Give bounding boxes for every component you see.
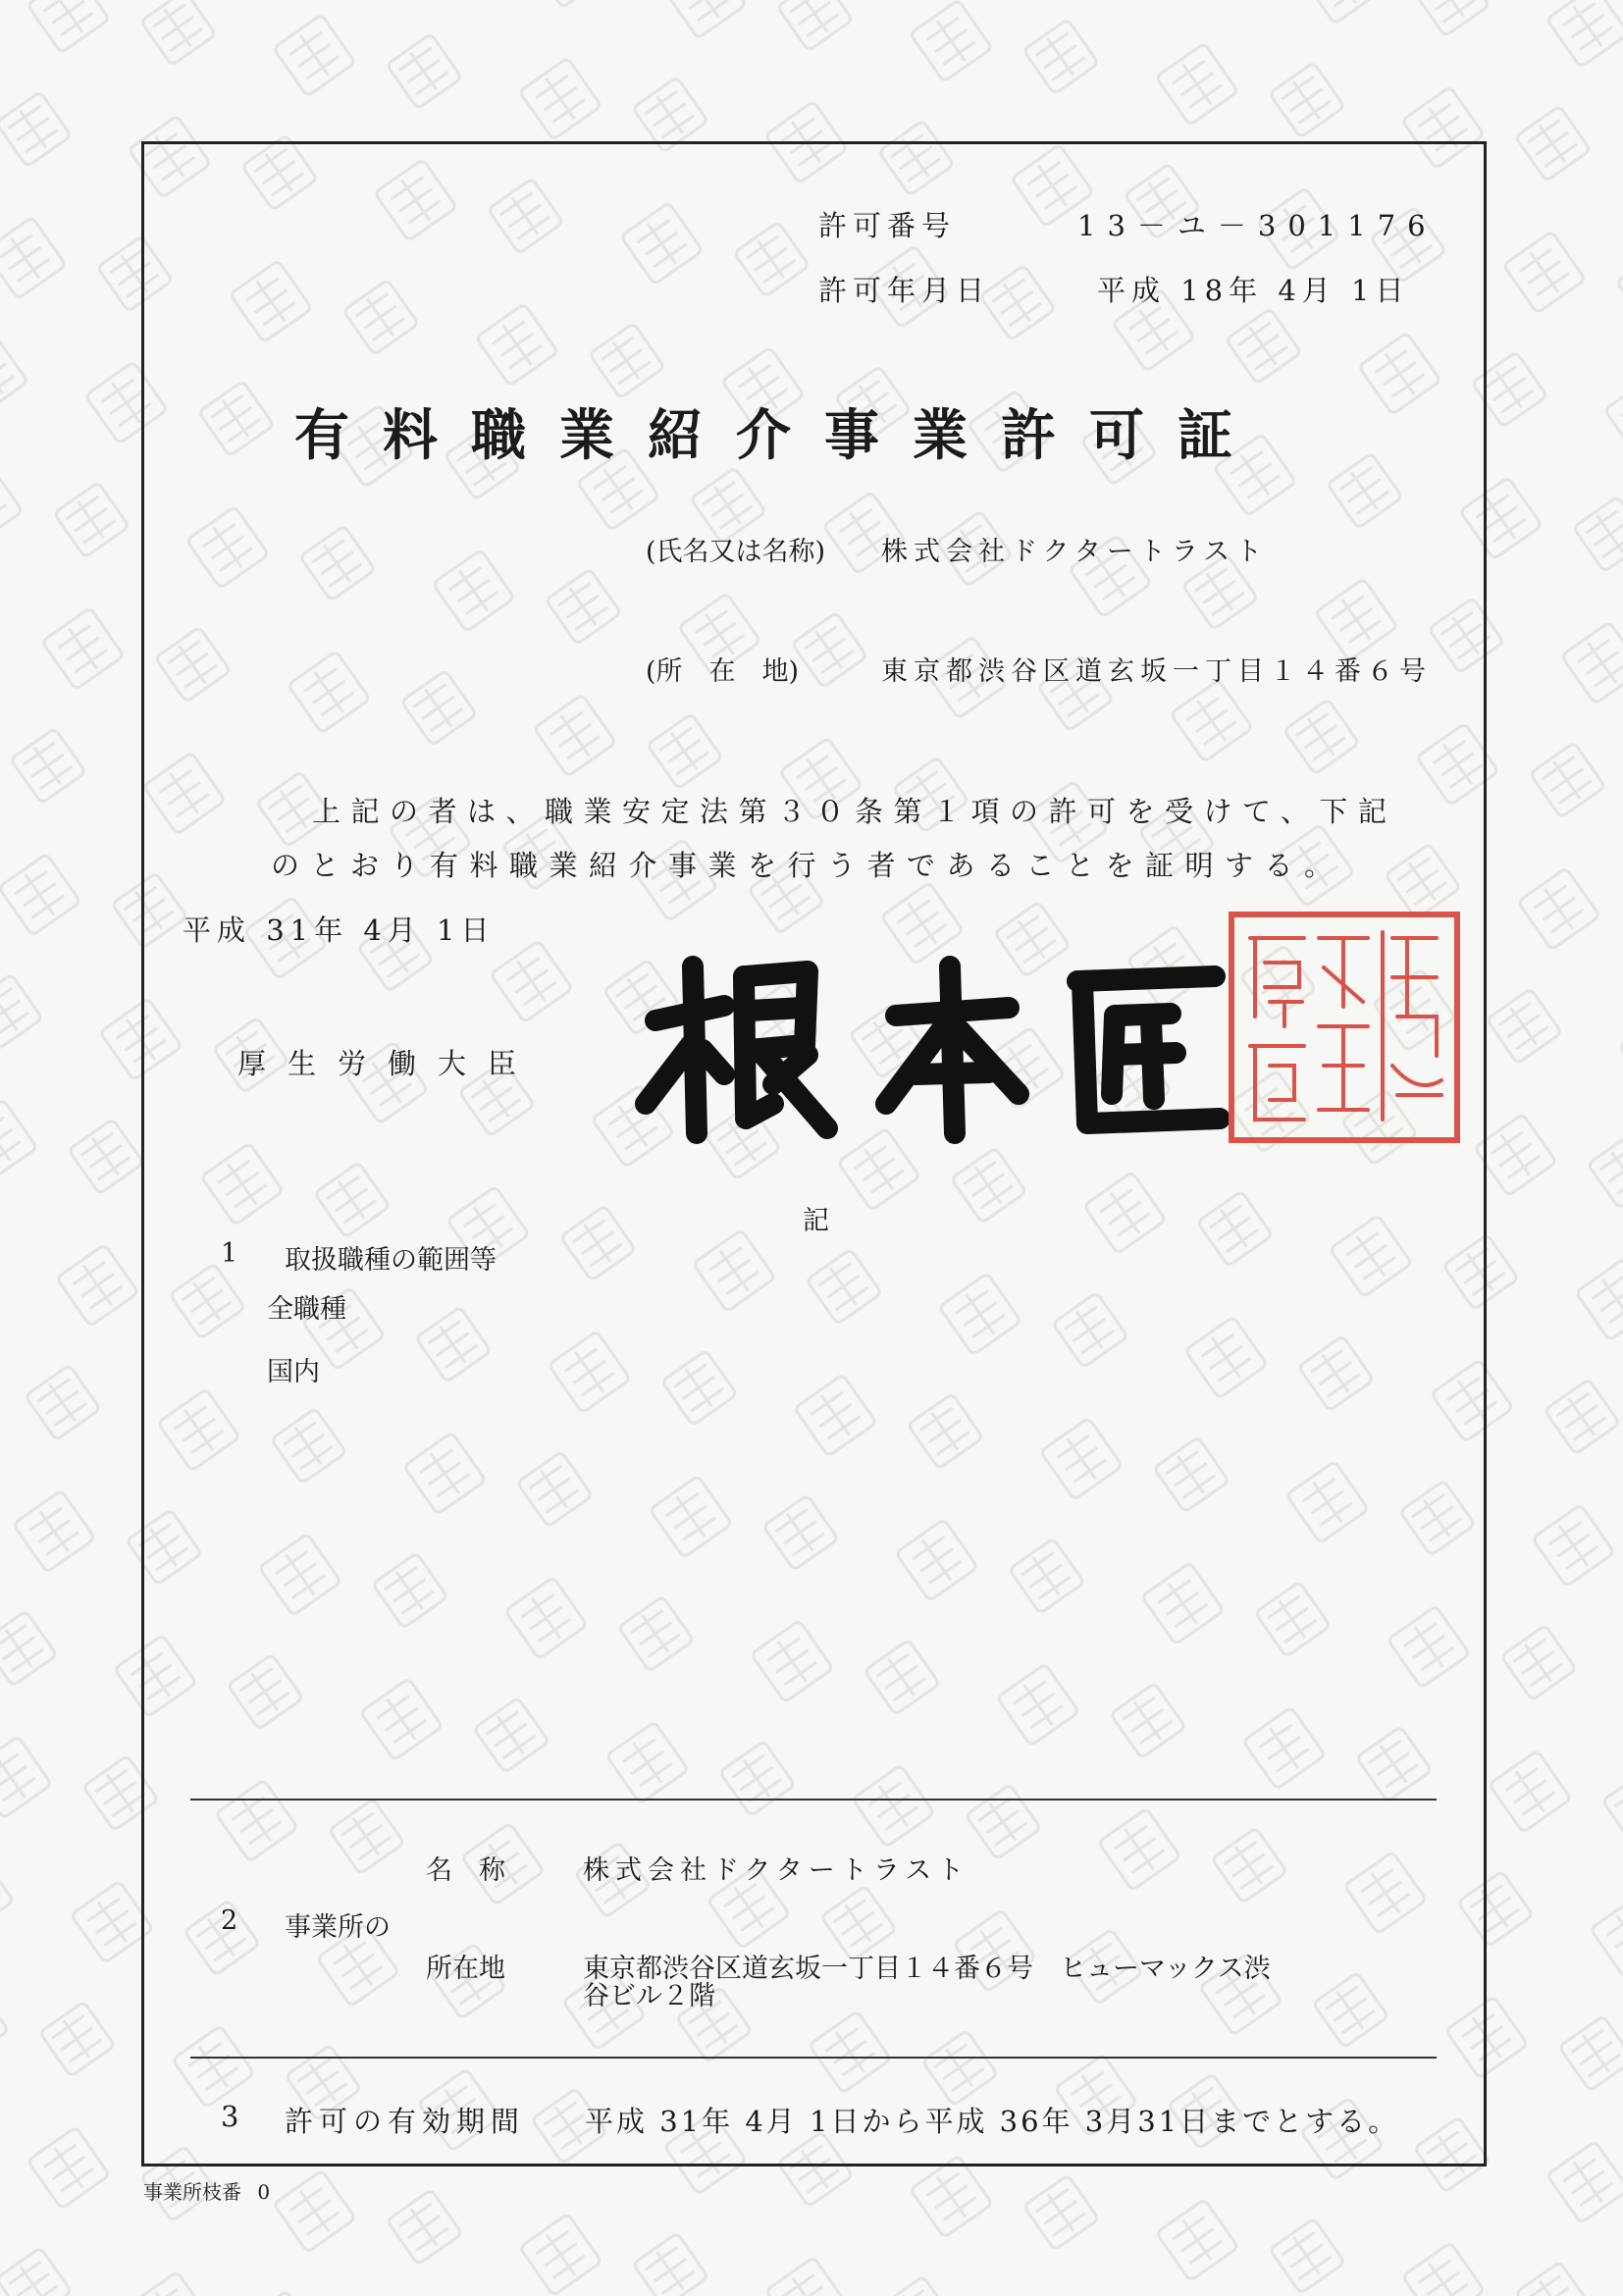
branch-label: 事業所枝番 (143, 2180, 241, 2204)
item1-value-occupations: 全職種 (267, 1294, 346, 1325)
item2-address-line1: 東京都渋谷区道玄坂一丁目１４番６号 ヒューマックス渋 (583, 1954, 1271, 1984)
issuer-title: 厚生労働大臣 (237, 1047, 539, 1080)
holder-address-label: (所 在 地) (646, 656, 800, 687)
item2-name-label: 名 称 (426, 1855, 505, 1886)
permit-number-label: 許可番号 (818, 209, 957, 242)
item1-value-region: 国内 (267, 1357, 320, 1387)
permit-date-label: 許可年月日 (818, 274, 991, 307)
item3-number: 3 (221, 2100, 239, 2133)
ki-heading: 記 (803, 1206, 829, 1236)
permit-number-value: 13－ユ－301176 (1077, 209, 1438, 242)
holder-address-value: 東京都渋谷区道玄坂一丁目１４番６号 (881, 656, 1432, 687)
item3-label: 許可の有効期間 (285, 2105, 526, 2138)
body-line-1: 上記の者は、職業安定法第３０条第１項の許可を受けて、下記 (312, 795, 1397, 828)
item2-address-label: 所在地 (426, 1954, 505, 1984)
item2-address-line2: 谷ビル２階 (583, 1981, 715, 2011)
holder-name-value: 株式会社ドクタートラスト (881, 537, 1269, 567)
holder-name-label: (氏名又は名称) (646, 537, 826, 567)
minister-signature (626, 937, 1244, 1158)
issue-date: 平成 31年 4月 1日 (183, 913, 496, 947)
certificate-title: 有料職業紹介事業許可証 (294, 403, 1266, 468)
branch-value: 0 (257, 2180, 271, 2204)
item1-label: 取扱職種の範囲等 (285, 1245, 497, 1276)
item1-number: 1 (221, 1238, 238, 1269)
item2-name-value: 株式会社ドクタートラスト (583, 1855, 970, 1886)
divider-top (190, 1799, 1437, 1800)
body-line-2: のとおり有料職業紹介事業を行う者であることを証明する。 (271, 849, 1344, 882)
item2-label: 事業所の (285, 1912, 391, 1943)
item3-value: 平成 31年 4月 1日から平成 36年 3月31日までとする。 (585, 2105, 1400, 2138)
official-seal (1226, 909, 1463, 1146)
item2-number: 2 (221, 1905, 238, 1936)
branch-number (143, 2176, 270, 2205)
permit-date-value: 平成 18年 4月 1日 (1097, 274, 1410, 307)
divider-bottom (190, 2057, 1437, 2059)
